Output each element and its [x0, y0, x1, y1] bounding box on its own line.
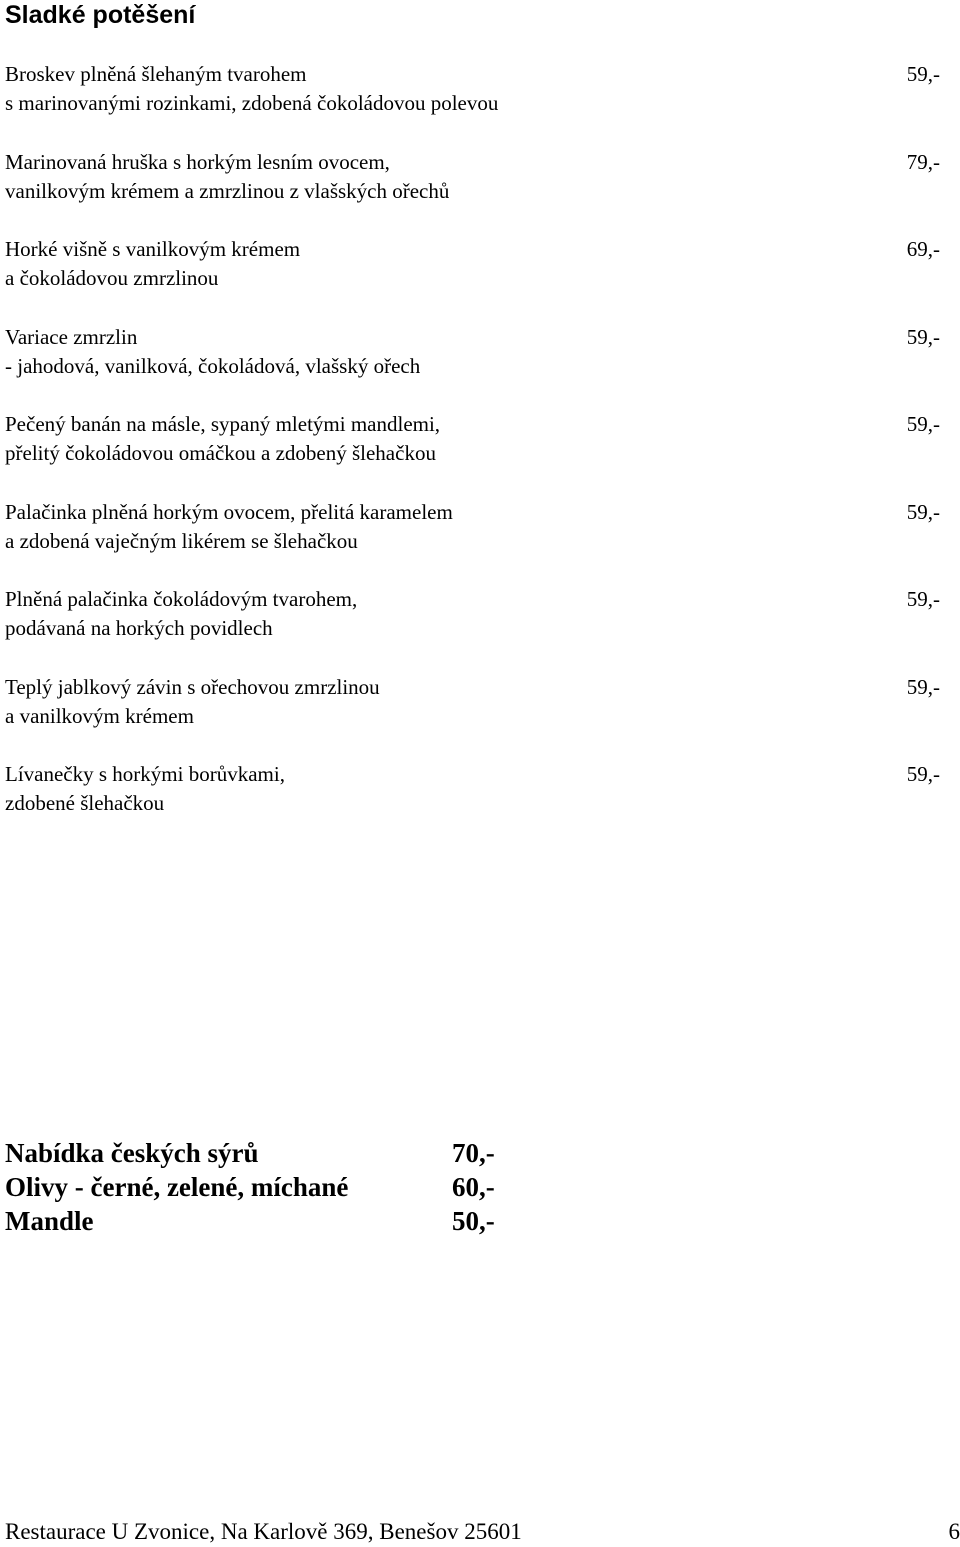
menu-item-description: podávaná na horkých povidlech — [5, 616, 273, 640]
menu-item-name: Palačinka plněná horkým ovocem, přelitá karamelem — [5, 499, 453, 524]
menu-item — [5, 323, 940, 411]
menu-item-name: Lívanečky s horkými borůvkami, — [5, 762, 285, 786]
menu-item-description: a zdobená vaječným likérem se šlehačkou — [5, 528, 358, 553]
menu-item — [5, 498, 940, 586]
menu-item — [5, 60, 940, 148]
menu-item-description: - jahodová, vanilková, čokoládová, vlašský ořech — [5, 353, 421, 378]
menu-item-name: Broskev plněná šlehaným tvarohem — [5, 62, 307, 86]
footer-address: Restaurace U Zvonice, Na Karlově 369, Benešov 25601 — [5, 1519, 522, 1544]
menu-item-price: 59,- — [906, 499, 940, 524]
menu-item-name: Variace zmrzlin — [5, 324, 138, 349]
menu-item-name: Marinovaná hruška s horkým lesním ovocem, — [5, 149, 390, 174]
menu-item-price: 59,- — [906, 412, 940, 436]
menu-item-description: a čokoládovou zmrzlinou — [5, 266, 219, 290]
menu-item-price: 69,- — [906, 237, 940, 261]
extra-item-name: Olivy - černé, zelené, míchané — [5, 1172, 349, 1202]
menu-item — [5, 760, 940, 848]
extra-item-name: Mandle — [5, 1206, 94, 1236]
menu-item-description: vanilkovým krémem a zmrzlinou z vlašských ořechů — [5, 178, 450, 203]
menu-item-name: Pečený banán na másle, sypaný mletými mandlemi, — [5, 412, 441, 436]
menu-item — [5, 585, 940, 673]
menu-item-name: Horké višně s vanilkovým krémem — [5, 237, 301, 261]
menu-item — [5, 148, 940, 236]
menu-item — [5, 235, 940, 323]
menu-item-price: 79,- — [906, 149, 940, 174]
menu-item-description: přelitý čokoládovou omáčkou a zdobený šlehačkou — [5, 441, 436, 465]
menu-item-description: zdobené šlehačkou — [5, 791, 165, 815]
page-title: Sladké potěšení — [5, 1, 196, 29]
extras-list — [5, 1136, 505, 1238]
menu-item-price: 59,- — [906, 674, 940, 699]
menu-item-price: 59,- — [906, 762, 940, 786]
menu-item — [5, 410, 940, 498]
extra-item-price: 60,- — [452, 1172, 495, 1202]
page-number: 6 — [948, 1519, 960, 1544]
menu-item-price: 59,- — [906, 587, 940, 611]
extra-item-price: 50,- — [452, 1206, 495, 1236]
menu-item-name: Plněná palačinka čokoládovým tvarohem, — [5, 587, 358, 611]
extra-item — [5, 1170, 505, 1204]
extra-item — [5, 1136, 505, 1170]
footer — [5, 1518, 960, 1546]
menu-item-price: 59,- — [906, 62, 940, 86]
menu-item-description: s marinovanými rozinkami, zdobená čokoládovou polevou — [5, 91, 499, 115]
extra-item-name: Nabídka českých sýrů — [5, 1138, 259, 1168]
menu-item-name: Teplý jablkový závin s ořechovou zmrzlinou — [5, 674, 380, 699]
extra-item — [5, 1204, 505, 1238]
extra-item-price: 70,- — [452, 1138, 495, 1168]
menu-item — [5, 673, 940, 761]
menu-item-description: a vanilkovým krémem — [5, 703, 194, 728]
dessert-menu — [5, 60, 940, 848]
menu-item-price: 59,- — [906, 324, 940, 349]
